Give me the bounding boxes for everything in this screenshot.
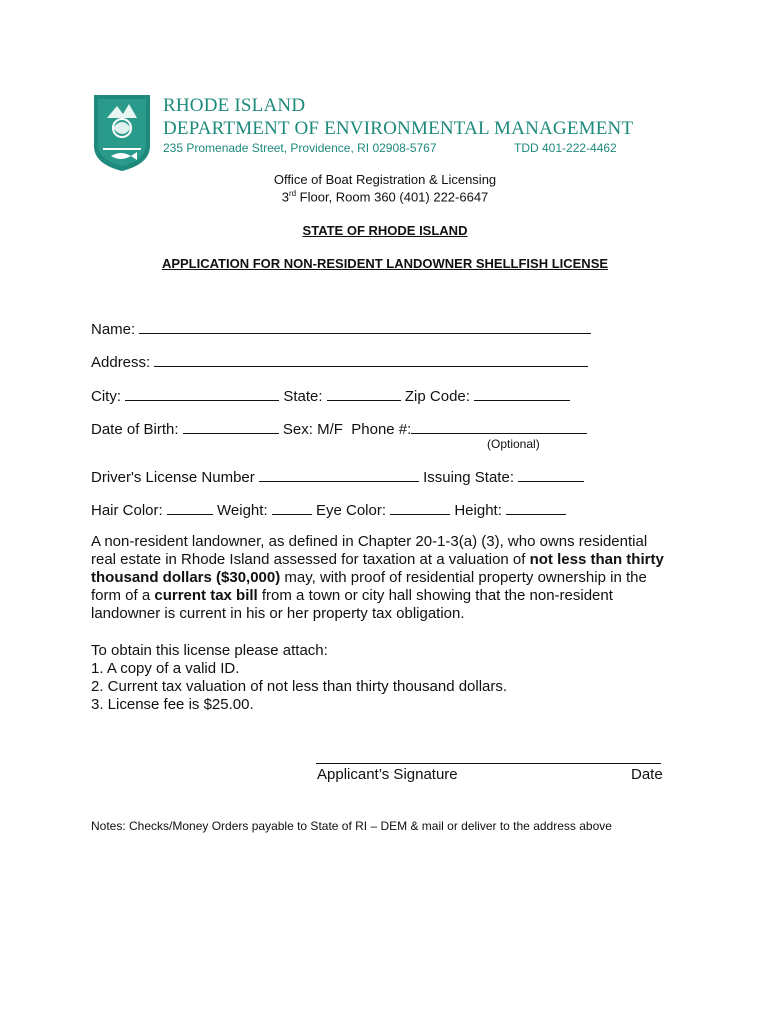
address-label: Address: <box>91 354 151 371</box>
zip-label: Zip Code: <box>404 388 470 405</box>
eligibility-paragraph <box>91 533 676 623</box>
city-label: City: <box>91 388 121 405</box>
state-label: State: <box>283 388 323 405</box>
eye-color-input[interactable] <box>390 500 450 515</box>
drivers-license-input[interactable] <box>259 467 419 482</box>
office-room-text: Floor, Room 360 (401) 222-6647 <box>296 189 489 205</box>
office-name: Office of Boat Registration & Licensing <box>273 172 497 187</box>
address-input[interactable] <box>154 352 588 367</box>
attachments-list <box>91 642 507 714</box>
para-text-3: from a town or city hall showing that the non-resident landowner is current in his or her property tax obligation. <box>91 587 613 622</box>
state-input[interactable] <box>327 386 401 401</box>
dob-input[interactable] <box>183 419 279 434</box>
name-label: Name: <box>91 321 136 338</box>
attachments-intro: To obtain this license please attach: <box>91 642 328 659</box>
agency-tdd: TDD 401-222-4462 <box>514 141 617 155</box>
dem-logo <box>93 94 151 172</box>
hair-color-input[interactable] <box>167 500 213 515</box>
phone-input[interactable] <box>411 419 587 434</box>
phone-optional-note: (Optional) <box>487 437 540 451</box>
phone-label: Phone #: <box>351 421 412 438</box>
dob-label: Date of Birth: <box>91 421 179 438</box>
drivers-license-label: Driver's License Number <box>91 469 255 486</box>
name-row <box>91 319 591 338</box>
date-label: Date <box>631 766 663 783</box>
eye-color-label: Eye Color: <box>315 502 386 519</box>
para-bold-tax-bill: current tax bill <box>154 587 258 604</box>
notes: Notes: Checks/Money Orders payable to State of RI – DEM & mail or deliver to the address above <box>91 819 612 833</box>
application-title: APPLICATION FOR NON-RESIDENT LANDOWNER SHELLFISH LICENSE <box>161 256 609 271</box>
list-item: 1. A copy of a valid ID. <box>91 660 240 677</box>
agency-address: 235 Promenade Street, Providence, RI 02908-5767 <box>163 141 437 155</box>
para-text-1: A non-resident landowner, as defined in Chapter 20-1-3(a) (3), who owns residential real estate in Rhode Island assessed for taxation at a valuation of <box>91 533 648 568</box>
name-input[interactable] <box>139 319 591 334</box>
zip-input[interactable] <box>474 386 570 401</box>
city-input[interactable] <box>125 386 279 401</box>
physical-row <box>91 500 566 519</box>
agency-name-line1: RHODE ISLAND <box>163 95 306 116</box>
address-row <box>91 352 588 371</box>
para-bold-valuation: not less than thirty thousand dollars ($30,000) <box>91 551 664 586</box>
sex-label: Sex: M/F <box>282 421 343 438</box>
agency-name-line2: DEPARTMENT OF ENVIRONMENTAL MANAGEMENT <box>163 118 634 139</box>
para-text-2: may, with proof of residential property ownership in the form of a <box>91 569 647 604</box>
city-row <box>91 386 570 405</box>
dob-row <box>91 419 587 438</box>
signature-label: Applicant’s Signature <box>317 766 458 783</box>
dem-seal-icon <box>93 94 151 172</box>
office-room <box>0 189 770 204</box>
issuing-state-input[interactable] <box>518 467 584 482</box>
height-input[interactable] <box>506 500 566 515</box>
signature-line[interactable] <box>316 763 661 764</box>
issuing-state-label: Issuing State: <box>423 469 514 486</box>
drivers-license-row <box>91 467 584 486</box>
list-item: 3. License fee is $25.00. <box>91 696 254 713</box>
height-label: Height: <box>454 502 502 519</box>
office-floor-suffix: rd <box>288 189 297 198</box>
state-title: STATE OF RHODE ISLAND <box>302 223 468 238</box>
list-item: 2. Current tax valuation of not less than thirty thousand dollars. <box>91 678 508 695</box>
office-floor-number: 3 <box>281 189 289 205</box>
hair-color-label: Hair Color: <box>91 502 163 519</box>
weight-input[interactable] <box>272 500 312 515</box>
weight-label: Weight: <box>217 502 268 519</box>
